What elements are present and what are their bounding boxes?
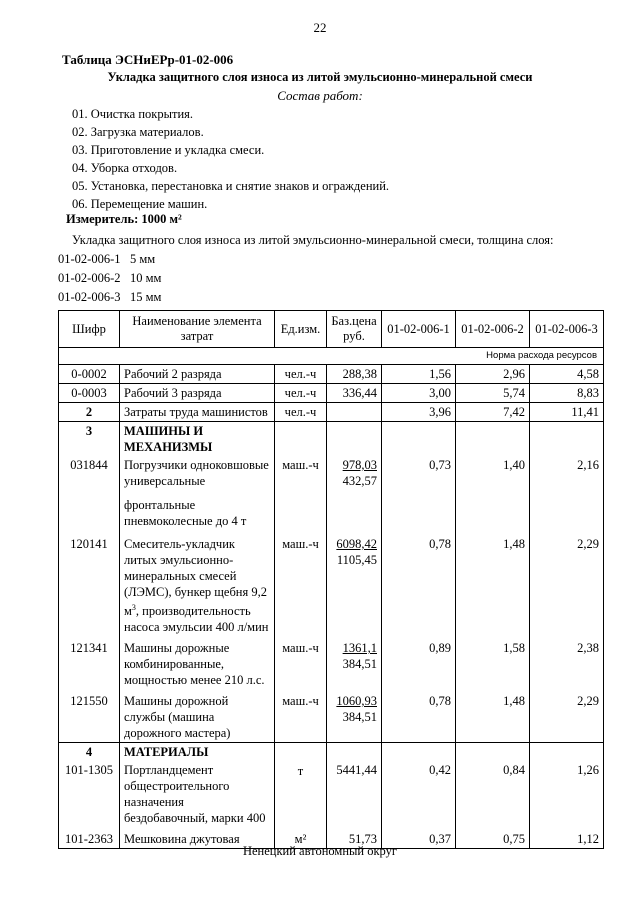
row-v3: 4,58 — [530, 365, 604, 384]
row-code: 121550 — [59, 689, 120, 743]
footer-region: Ненецкий автономный округ — [242, 844, 398, 858]
row-price — [327, 403, 382, 422]
row-code: 101-2363 — [59, 827, 120, 849]
row-price — [327, 530, 382, 636]
row-unit: маш.-ч — [275, 689, 327, 743]
row-v1: 3,00 — [382, 384, 456, 403]
row-name — [120, 456, 275, 530]
variant-code: 01-02-006-3 — [58, 290, 121, 304]
header-price: Баз.цена руб. — [327, 311, 382, 348]
row-v2: 7,42 — [456, 403, 530, 422]
row-price — [327, 636, 382, 689]
section-row-machines — [59, 422, 604, 457]
row-name-part: Погрузчики одноковшовые универсальные — [124, 458, 269, 488]
row-v1: 1,56 — [382, 365, 456, 384]
row-unit: маш.-ч — [275, 530, 327, 636]
row-name-part: Смеситель-укладчик литых эмульсионно-минеральных смесей (ЛЭМС), бункер щебня 9,2 м — [124, 537, 267, 619]
row-name: Рабочий 2 разряда — [120, 365, 275, 384]
row-unit: чел.-ч — [275, 384, 327, 403]
work-item: 04. Уборка отходов. — [72, 161, 178, 175]
row-name: Мешковина джутовая — [120, 827, 275, 849]
row-v3: 8,83 — [530, 384, 604, 403]
row-name-part: фронтальные пневмоколесные до 4 т — [124, 498, 247, 528]
row-v2: 1,48 — [456, 530, 530, 636]
row-unit: м² — [275, 827, 327, 849]
variant-item — [58, 269, 161, 288]
row-code: 120141 — [59, 530, 120, 636]
row-code: 121341 — [59, 636, 120, 689]
price-sub: 432,57 — [342, 474, 377, 488]
price-main: 1060,93 — [336, 694, 377, 709]
table-row — [59, 636, 604, 689]
page-number: 22 — [313, 20, 327, 35]
price-sub: 384,51 — [342, 710, 377, 725]
row-code: 0-0002 — [59, 365, 120, 384]
header-name: Наименование элемента затрат — [120, 311, 275, 348]
row-v3: 2,29 — [530, 689, 604, 743]
row-v1: 0,89 — [382, 636, 456, 689]
row-v1: 0,42 — [382, 761, 456, 827]
table-row — [59, 365, 604, 384]
row-price: 51,73 — [327, 827, 382, 849]
variant-item — [58, 288, 161, 307]
row-price — [327, 456, 382, 530]
row-name: Портландцемент общестроительного назначения бездобавочный, марки 400 — [120, 761, 275, 827]
table-row — [59, 403, 604, 422]
row-v3: 2,16 — [530, 456, 604, 530]
row-code: 2 — [59, 403, 120, 422]
row-name: Рабочий 3 разряда — [120, 384, 275, 403]
row-v2: 0,75 — [456, 827, 530, 849]
row-unit: маш.-ч — [275, 456, 327, 530]
row-name: Машины дорожные комбинированные, мощностью менее 210 л.с. — [120, 636, 275, 689]
row-unit: чел.-ч — [275, 403, 327, 422]
work-item: 05. Установка, перестановка и снятие знаков и ограждений. — [72, 179, 390, 193]
row-code: 101-1305 — [59, 761, 120, 827]
row-v3: 1,12 — [530, 827, 604, 849]
variant-list — [58, 250, 161, 307]
price-main: 978,03 — [342, 458, 377, 472]
intro-text: Укладка защитного слоя износа из литой эмульсионно-минеральной смеси, толщина слоя: — [72, 233, 554, 247]
table-row — [59, 456, 604, 530]
row-v1: 3,96 — [382, 403, 456, 422]
row-v3: 1,26 — [530, 761, 604, 827]
row-v1: 0,73 — [382, 456, 456, 530]
row-price — [327, 689, 382, 743]
price-sub: 1105,45 — [336, 553, 377, 567]
row-v1: 0,78 — [382, 530, 456, 636]
row-v3: 2,29 — [530, 530, 604, 636]
work-item: 02. Загрузка материалов. — [72, 125, 204, 139]
variant-item — [58, 250, 161, 269]
row-v3: 2,38 — [530, 636, 604, 689]
variant-code: 01-02-006-1 — [58, 252, 121, 266]
row-unit: чел.-ч — [275, 365, 327, 384]
price-sub: 384,51 — [342, 657, 377, 672]
row-code: 0-0003 — [59, 384, 120, 403]
variant-code: 01-02-006-2 — [58, 271, 121, 285]
work-item: 01. Очистка покрытия. — [72, 107, 194, 121]
section-name: МАТЕРИАЛЫ — [120, 743, 275, 762]
section-row-materials — [59, 743, 604, 762]
header-code: Шифр — [59, 311, 120, 348]
row-unit: маш.-ч — [275, 636, 327, 689]
resource-table — [58, 310, 604, 849]
row-price: 288,38 — [327, 365, 382, 384]
norm-label: Норма расхода ресурсов — [59, 348, 604, 365]
section-name: МАШИНЫ И МЕХАНИЗМЫ — [120, 422, 275, 457]
table-row — [59, 689, 604, 743]
document-title: Укладка защитного слоя износа из литой эмульсионно-минеральной смеси — [107, 70, 533, 84]
variant-value: 10 мм — [130, 271, 162, 285]
work-item: 03. Приготовление и укладка смеси. — [72, 143, 265, 157]
table-row — [59, 761, 604, 827]
table-header-row — [59, 311, 604, 348]
header-unit: Ед.изм. — [275, 311, 327, 348]
table-id: Таблица ЭСНиЕРр-01-02-006 — [62, 52, 234, 67]
superscript: 3 — [131, 603, 136, 612]
row-v2: 1,48 — [456, 689, 530, 743]
section-code: 3 — [59, 422, 120, 457]
variant-value: 15 мм — [130, 290, 162, 304]
header-variant-1: 01-02-006-1 — [382, 311, 456, 348]
variant-value: 5 мм — [130, 252, 156, 266]
header-variant-2: 01-02-006-2 — [456, 311, 530, 348]
row-v2: 5,74 — [456, 384, 530, 403]
row-price: 5441,44 — [327, 761, 382, 827]
row-unit: т — [275, 761, 327, 827]
row-name — [120, 530, 275, 636]
unit-label: Измеритель: 1000 м² — [66, 212, 182, 226]
work-item: 06. Перемещение машин. — [72, 197, 208, 211]
norm-label-row — [59, 348, 604, 365]
row-name-part: , производительность насоса эмульсии 400 л/мин — [124, 604, 269, 635]
row-name: Затраты труда машинистов — [120, 403, 275, 422]
row-price: 336,44 — [327, 384, 382, 403]
row-v3: 11,41 — [530, 403, 604, 422]
table-row — [59, 384, 604, 403]
row-v1: 0,37 — [382, 827, 456, 849]
row-v2: 1,40 — [456, 456, 530, 530]
row-v2: 1,58 — [456, 636, 530, 689]
header-variant-3: 01-02-006-3 — [530, 311, 604, 348]
row-code: 031844 — [59, 456, 120, 530]
price-main: 6098,42 — [336, 537, 377, 551]
row-v2: 2,96 — [456, 365, 530, 384]
section-code: 4 — [59, 743, 120, 762]
work-list — [72, 105, 389, 213]
row-v1: 0,78 — [382, 689, 456, 743]
table-row — [59, 530, 604, 636]
composition-title: Состав работ: — [277, 88, 363, 103]
row-v2: 0,84 — [456, 761, 530, 827]
row-name: Машины дорожной службы (машина дорожного мастера) — [120, 689, 275, 743]
price-main: 1361,1 — [342, 641, 377, 656]
